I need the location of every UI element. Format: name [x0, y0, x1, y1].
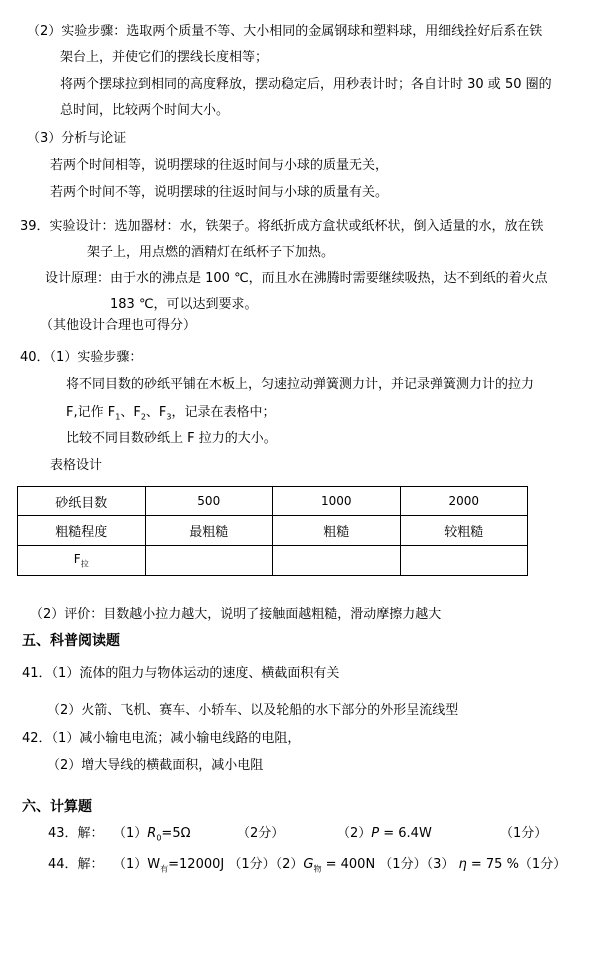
q40-table-caption: 表格设计 [50, 458, 103, 473]
q40-line-4: 比较不同目数砂纸上 F 拉力的大小。 [66, 431, 277, 446]
q44-label: 44．解： [48, 857, 104, 872]
section-6-heading: 六、计算题 [22, 799, 92, 815]
table-cell [273, 546, 401, 576]
table-cell: 粗糙程度 [18, 516, 146, 546]
q38-step-line-2: 架台上，并使它们的摆线长度相等； [60, 50, 269, 65]
q40-line-2: 将不同目数的砂纸平铺在木板上，匀速拉动弹簧测力计，并记录弹簧测力计的拉力 [66, 377, 535, 392]
q43-score-1: （2分） [237, 826, 285, 841]
table-cell [400, 546, 528, 576]
q38-analysis-heading: （3）分析与论证 [27, 131, 127, 146]
table-cell: 2000 [400, 487, 528, 516]
q43-part-2: （2）P = 6.4W [337, 826, 432, 841]
q39-line-1: 39．实验设计：选加器材：水，铁架子。将纸折成方盒状或纸杯状，倒入适量的水，放在铁 [20, 219, 544, 234]
table-cell: 砂纸目数 [18, 487, 146, 516]
table-row [18, 546, 528, 576]
section-5-heading: 五、科普阅读题 [22, 633, 120, 649]
table-cell: 较粗糙 [400, 516, 528, 546]
table-cell: 500 [145, 487, 273, 516]
sandpaper-table [17, 486, 528, 576]
q43-label: 43．解： [48, 826, 104, 841]
q43-score-2: （1分） [500, 826, 548, 841]
table-row [18, 487, 528, 516]
q40-line-3: F,记作 $F_1$、$F_2$、$F_3$，记录在表格中； [66, 405, 276, 422]
q39-principle-2: 183 ℃，可以达到要求。 [110, 297, 258, 312]
q39-line-2: 架子上，用点燃的酒精灯在纸杯子下加热。 [87, 245, 335, 260]
table-row [18, 516, 528, 546]
q38-conclusion-2: 若两个时间不等，说明摆球的往返时间与小球的质量有关。 [50, 185, 389, 200]
q38-step-line-4: 总时间，比较两个时间大小。 [60, 103, 230, 118]
table-cell: 最粗糙 [145, 516, 273, 546]
table-cell: $F_拉$ [18, 546, 146, 576]
q42-line-2: （2）增大导线的横截面积，减小电阻 [47, 758, 264, 773]
q39-principle-1: 设计原理：由于水的沸点是 100 ℃，而且水在沸腾时需要继续吸热，达不到纸的着火点 [45, 271, 548, 286]
table-cell: 1000 [273, 487, 401, 516]
q40-evaluation: （2）评价：目数越小拉力越大，说明了接触面越粗糙，滑动摩擦力越大 [30, 607, 442, 622]
q41-line-1: 41．（1）流体的阻力与物体运动的速度、横截面积有关 [22, 666, 340, 681]
q41-line-2: （2）火箭、飞机、赛车、小轿车、以及轮船的水下部分的外形呈流线型 [47, 703, 459, 718]
table-cell: 粗糙 [273, 516, 401, 546]
table-cell [145, 546, 273, 576]
q42-line-1: 42．（1）减小输电电流；减小输电线路的电阻， [22, 731, 301, 746]
q38-step-line-3: 将两个摆球拉到相同的高度释放，摆动稳定后，用秒表计时；各自计时 30 或 50 圈的 [60, 77, 552, 92]
q39-note: （其他设计合理也可得分） [40, 318, 197, 333]
q38-conclusion-1: 若两个时间相等，说明摆球的往返时间与小球的质量无关， [50, 158, 389, 173]
q43-part-1: $(1)R_0=5\Omega$ [113, 826, 191, 843]
q44-answer: $(1)W_有=12000J$ （1分）$(2)G_物 = 400N$ （1分）（3） η = 75 %（1分） [113, 857, 567, 874]
q38-step-line-1: （2）实验步骤：选取两个质量不等、大小相同的金属钢球和塑料球，用细线拴好后系在铁 [27, 24, 543, 39]
q40-line-1: 40．（1）实验步骤： [20, 350, 143, 365]
